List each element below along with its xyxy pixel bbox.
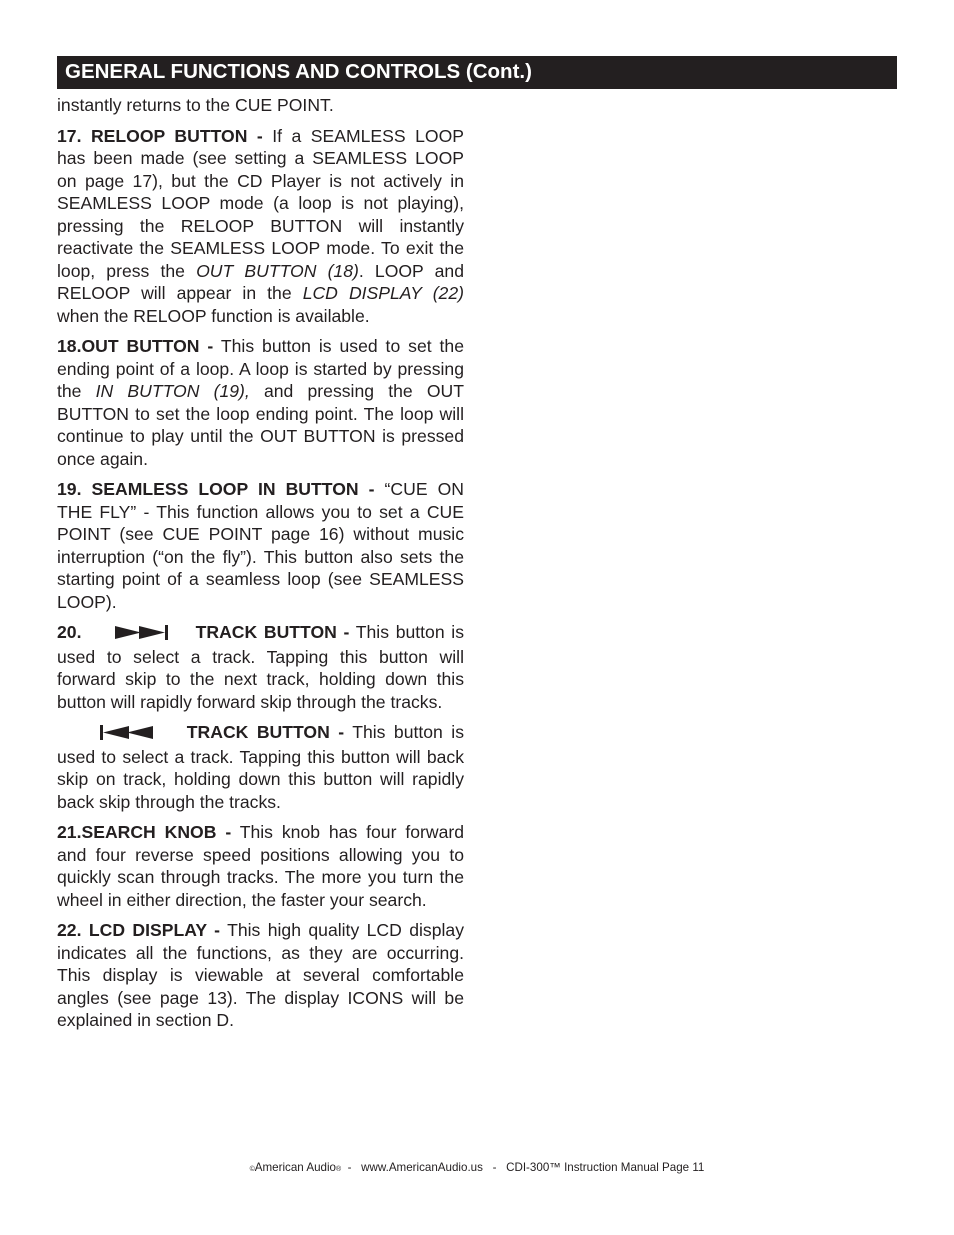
item-label: LCD DISPLAY - <box>88 920 221 940</box>
page-footer: ©American Audio® - www.AmericanAudio.us - CDI-300™ Instruction Manual Page 11 <box>249 1161 705 1174</box>
item-number: 22. <box>57 920 82 940</box>
intro-paragraph: instantly returns to the CUE POINT. <box>57 95 334 115</box>
item-label: SEAMLESS LOOP IN BUTTON - <box>91 479 375 499</box>
skip-forward-icon <box>115 623 169 646</box>
item-seamless-loop: 19. SEAMLESS LOOP IN BUTTON - “CUE ON THE FLY” - This function allows you to set a CUE POINT (see CUE POINT page 16) without music interruption (“on the fly”). This button also sets the starting point of a seamless loop (see SEAMLESS LOOP). <box>57 479 465 612</box>
item-reloop: 17. RELOOP BUTTON - If a SEAMLESS LOOP has been made (see setting a SEAMLESS LOOP on page 17), but the CD Player is not actively in SEAMLESS LOOP mode (a loop is not playing), pressing the RELOOP BUTTON will instantly reactivate the SEAMLESS LOOP mode. To exit the loop, press the OUT BUTTON (18). LOOP and RELOOP will appear in the LCD DISPLAY (22) when the RELOOP function is available. <box>57 125 465 326</box>
section-title: GENERAL FUNCTIONS AND CONTROLS (Cont.) <box>65 60 532 83</box>
text-column <box>57 94 464 1032</box>
item-label: TRACK BUTTON - <box>195 622 350 642</box>
item-number: 18. <box>57 336 82 356</box>
item-label: TRACK BUTTON - <box>186 722 345 742</box>
item-number: 19. <box>57 479 82 499</box>
item-label: RELOOP BUTTON - <box>90 125 263 146</box>
item-track-forward: 20. TRACK BUTTON - This button is used to select a track. Tapping this button will forward skip to the next track, holding down this button will rapidly forward skip through the tracks. <box>57 622 464 712</box>
item-label: SEARCH KNOB - <box>81 822 232 842</box>
item-label: OUT BUTTON - <box>81 336 214 356</box>
item-search-knob: 21.SEARCH KNOB - This knob has four forward and four reverse speed positions allowing you to quickly scan through tracks. The more you turn the wheel in either direction, the faster your search. <box>57 822 464 910</box>
section-header-bar <box>57 56 897 89</box>
item-track-back: TRACK BUTTON - This button is used to select a track. Tapping this button will back skip on track, holding down this button will rapidly back skip through the tracks. <box>57 722 464 812</box>
item-number: 20. <box>57 622 82 642</box>
item-lcd-display: 22. LCD DISPLAY - This high quality LCD display indicates all the functions, as they are occurring. This display is viewable at several comfortable angles (see page 13). The display ICONS will be explained in section D. <box>57 920 464 1030</box>
skip-back-icon <box>99 723 153 746</box>
item-out: 18.OUT BUTTON - This button is used to set the ending point of a loop. A loop is started by pressing the IN BUTTON (19), and pressing the OUT BUTTON to set the loop ending point. The loop will continue to play until the OUT BUTTON is pressed once again. <box>57 336 464 469</box>
item-number: 21. <box>57 822 82 842</box>
item-number: 17. <box>57 125 82 146</box>
